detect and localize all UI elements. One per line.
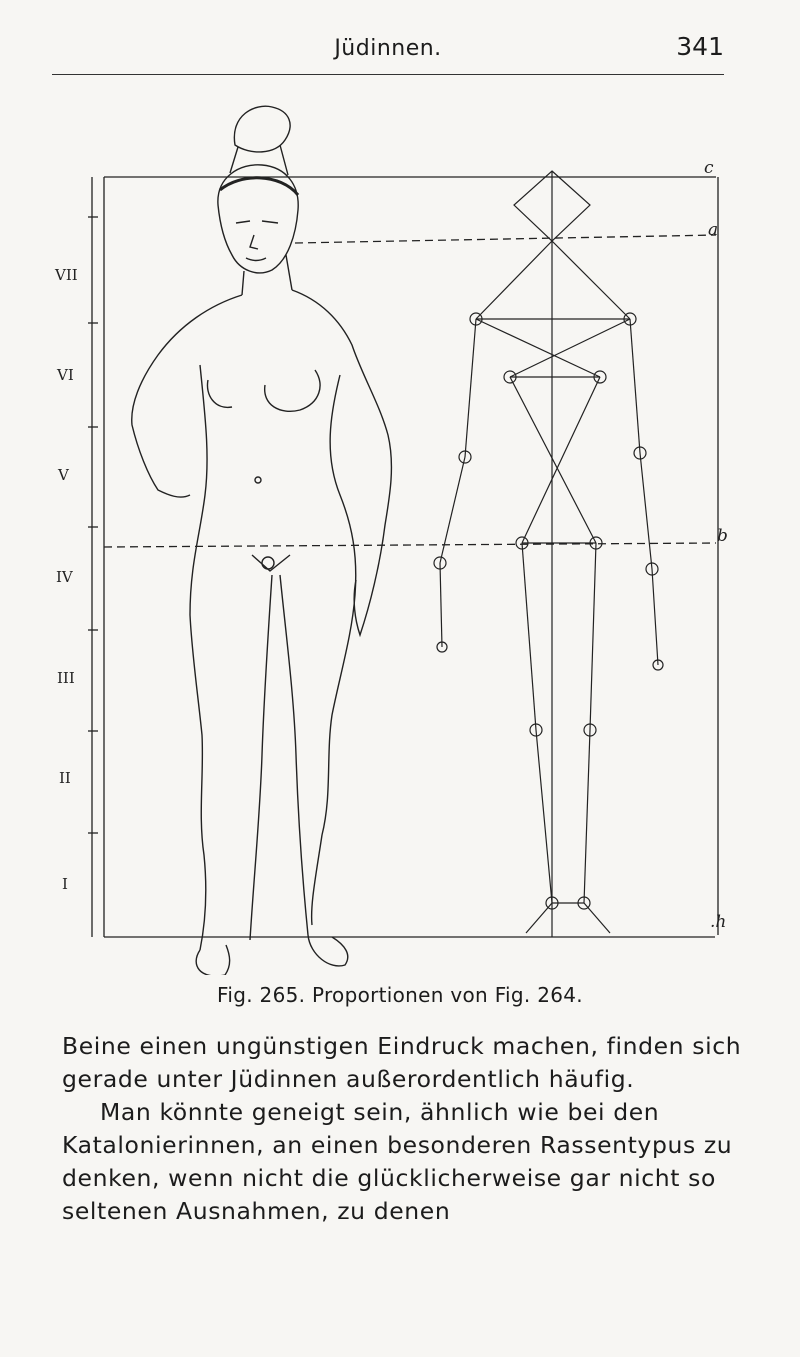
body-text <box>62 1030 762 1228</box>
reference-line-a <box>295 235 716 243</box>
label-h: .h <box>710 912 727 932</box>
proportion-scheme <box>434 171 663 937</box>
scale-label-iii: III <box>57 669 75 687</box>
running-head <box>52 30 724 75</box>
scale-label-i: I <box>62 875 68 893</box>
proportion-diagram <box>40 95 760 975</box>
proportion-figure <box>40 95 760 975</box>
running-title: Jüdinnen. <box>334 36 442 61</box>
label-c: c <box>704 158 714 178</box>
scale-label-v: V <box>58 466 69 484</box>
scale-label-vii: VII <box>55 266 78 284</box>
paragraph-2: Man könnte geneigt sein, ähnlich wie bei den Katalonierinnen, an einen besonderen Rassentypus zu denken, wenn nicht die glücklicherweise gar nicht so seltenen Ausnahmen, zu denen <box>62 1098 733 1225</box>
scale-labels <box>54 266 78 893</box>
label-b: b <box>717 526 728 546</box>
scale-label-vi: VI <box>57 366 74 384</box>
scale-label-ii: II <box>59 769 71 787</box>
figure-caption: Fig. 265. Proportionen von Fig. 264. <box>217 983 583 1007</box>
scale-ticks <box>88 217 98 833</box>
female-figure-drawing <box>132 106 392 975</box>
right-labels <box>704 158 728 932</box>
scale-label-iv: IV <box>56 568 73 586</box>
label-a: a <box>708 220 719 240</box>
paragraph-1: Beine einen ungünstigen Eindruck machen, finden sich gerade unter Jüdinnen außerordentlich häufig. <box>62 1032 742 1093</box>
page-number: 341 <box>676 32 724 61</box>
